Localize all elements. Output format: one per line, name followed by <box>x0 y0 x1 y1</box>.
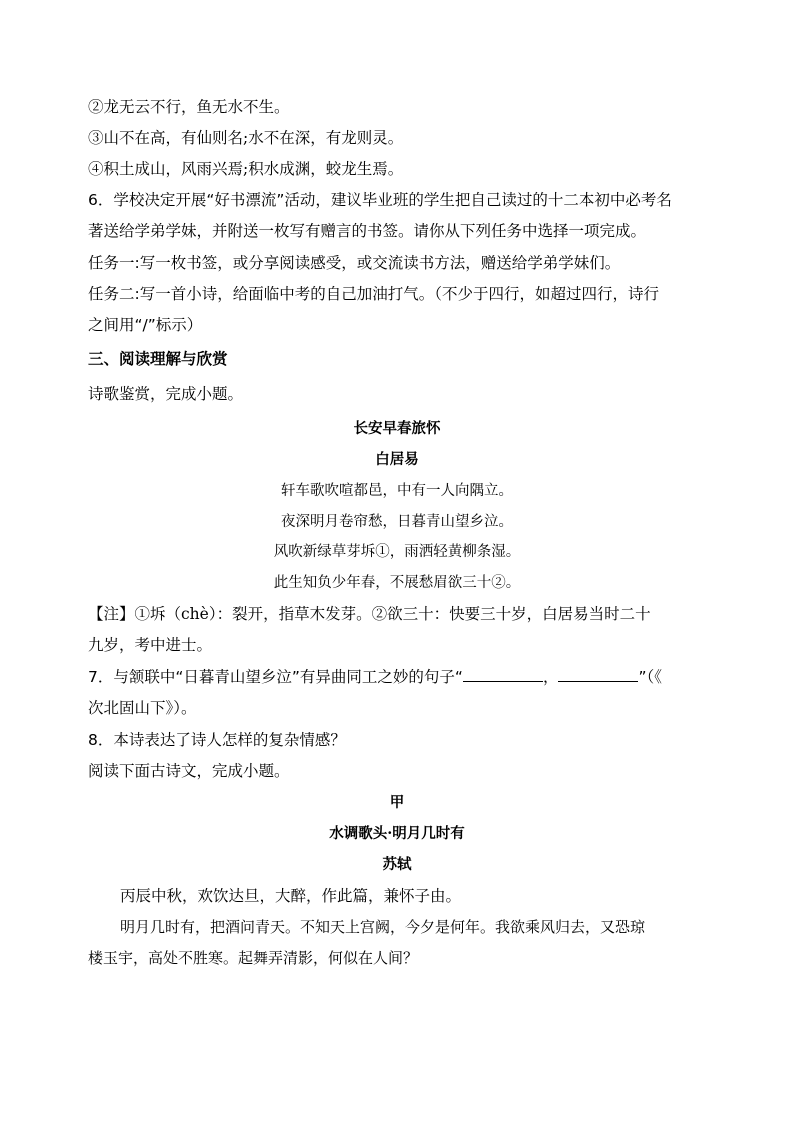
poem-1-line-3: 风吹新绿草芽坼①，雨洒轻黄柳条湿。 <box>273 544 521 560</box>
section-3-heading: 三、阅读理解与欣赏 <box>88 350 228 368</box>
question-7 <box>88 665 662 688</box>
proverb-4: ④积土成山，风雨兴焉;积水成渊，蛟龙生焉。 <box>88 160 404 178</box>
section-3-intro: 诗歌鉴赏，完成小题。 <box>88 385 244 403</box>
poem-1-author: 白居易 <box>375 451 419 468</box>
question-6-task-2-cont: 之间用“/”标示） <box>88 316 203 334</box>
passage-label: 甲 <box>389 794 405 811</box>
poem-2-body: 明月几时有，把酒问青天。不知天上宫阙，今夕是何年。我欲乘风归去，又恐琼 <box>120 918 646 936</box>
question-7-cont: 次北固山下》）。 <box>88 699 197 717</box>
poem-2-preface: 丙辰中秋，欢饮达旦，大醉，作此篇，兼怀子由。 <box>120 887 462 905</box>
proverb-3: ③山不在高，有仙则名;水不在深，有龙则灵。 <box>88 129 404 147</box>
reading-intro: 阅读下面古诗文，完成小题。 <box>88 762 290 780</box>
question-6-line-1: 6．学校决定开展“好书漂流”活动，建议毕业班的学生把自己读过的十二本初中必考名 <box>88 191 672 209</box>
proverb-2: ②龙无云不行，鱼无水不生。 <box>88 98 290 116</box>
poem-2-body-cont: 楼玉宇，高处不胜寒。起舞弄清影，何似在人间？ <box>88 949 419 967</box>
poem-1-line-2: 夜深明月卷帘愁，日暮青山望乡泣。 <box>281 514 513 530</box>
question-7-separator: ， <box>542 668 559 686</box>
poem-2-author: 苏轼 <box>382 856 412 873</box>
answer-blank-2[interactable] <box>558 665 638 682</box>
question-8: 8．本诗表达了诗人怎样的复杂情感？ <box>88 731 346 749</box>
question-6-line-2: 著送给学弟学妹，并附送一枚写有赠言的书签。请你从下列任务中选择一项完成。 <box>88 222 647 240</box>
poem-1-title: 长安早春旅怀 <box>353 420 441 437</box>
poem-1-line-4: 此生知负少年春，不展愁眉欲三十②。 <box>273 575 521 591</box>
poem-1-note: 【注】①坼（chè）：裂开，指草木发芽。②欲三十：快要三十岁，白居易当时二十 <box>88 605 651 623</box>
poem-2-title: 水调歌头·明月几时有 <box>329 825 465 842</box>
answer-blank-1[interactable] <box>463 665 543 682</box>
question-7-suffix: ”（《 <box>638 668 663 686</box>
poem-1-line-1: 轩车歌吹喧都邑，中有一人向隅立。 <box>281 483 513 499</box>
poem-1-note-cont: 九岁，考中进士。 <box>88 636 213 654</box>
question-6-task-2: 任务二:写一首小诗，给面临中考的自己加油打气。（不少于四行，如超过四行，诗行 <box>88 285 659 303</box>
question-6-task-1: 任务一:写一枚书签，或分享阅读感受，或交流读书方法，赠送给学弟学妹们。 <box>88 254 621 272</box>
question-7-prompt: 7．与颔联中“日暮青山望乡泣”有异曲同工之妙的句子“ <box>88 668 463 686</box>
